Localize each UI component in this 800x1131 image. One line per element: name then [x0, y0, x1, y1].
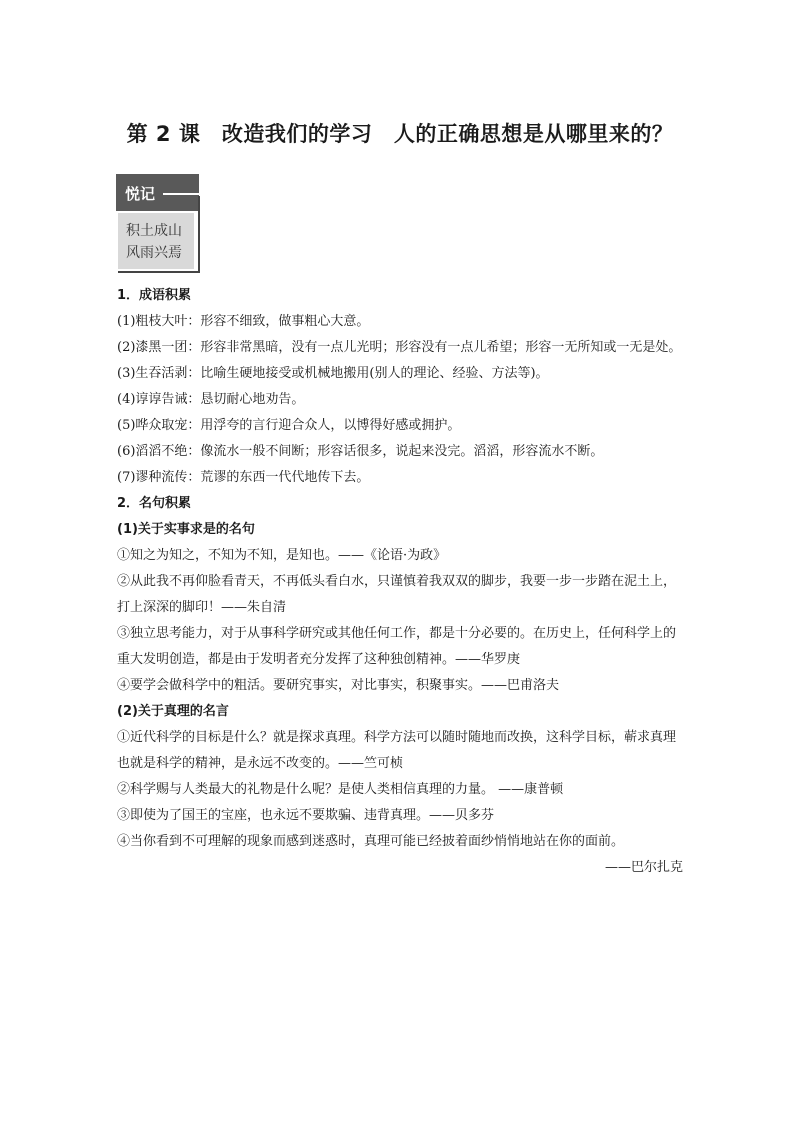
idiom-item: (4)谆谆告诫：恳切耐心地劝告。 — [117, 392, 305, 407]
badge-line-2: 风雨兴焉 — [126, 245, 182, 261]
quote-section-heading: 2．名句积累 — [117, 496, 192, 511]
idiom-section-heading: 1．成语积累 — [117, 288, 192, 303]
idiom-item: (5)哗众取宠：用浮夸的言行迎合众人，以博得好感或拥护。 — [117, 418, 461, 433]
badge-shadow-bottom — [118, 271, 200, 273]
badge-line-1: 积土成山 — [126, 223, 182, 239]
idiom-item: (2)漆黑一团：形容非常黑暗，没有一点儿光明；形容没有一点儿希望；形容一无所知或一无是处。 — [117, 340, 682, 355]
badge-heading: 悦记 — [125, 185, 156, 203]
quote-item: ④要学会做科学中的粗活。要研究事实，对比事实，积聚事实。——巴甫洛夫 — [117, 678, 560, 693]
badge-body — [116, 211, 196, 271]
quote-item: ①知之为知之，不知为不知，是知也。——《论语·为政》 — [117, 548, 447, 563]
quote-item: ③独立思考能力，对于从事科学研究或其他任何工作，都是十分必要的。在历史上，任何科学上的重大发明创造，都是由于发明者充分发挥了这种独创精神。——华罗庚 — [117, 626, 677, 667]
idiom-item: (3)生吞活剥：比喻生硬地接受或机械地搬用(别人的理论、经验、方法等)。 — [117, 366, 549, 381]
idiom-item: (1)粗枝大叶：形容不细致，做事粗心大意。 — [117, 314, 370, 329]
section-badge — [116, 174, 203, 274]
quote-attribution: ——巴尔扎克 — [604, 860, 683, 875]
quote-item: ③即使为了国王的宝座，也永远不要欺骗、违背真理。——贝多芬 — [117, 808, 495, 823]
idiom-item: (7)谬种流传：荒谬的东西一代代地传下去。 — [117, 470, 370, 485]
page-title: 第 2 课 改造我们的学习 人的正确思想是从哪里来的？ — [126, 122, 674, 146]
idiom-item: (6)滔滔不绝：像流水一般不间断；形容话很多，说起来没完。滔滔，形容流水不断。 — [117, 444, 604, 459]
badge-heading-box — [116, 174, 199, 211]
quote-item: ②从此我不再仰脸看青天，不再低头看白水，只谨慎着我双双的脚步，我要一步一步踏在泥土上，打上深深的脚印！——朱自清 — [117, 574, 677, 615]
quote-item: ④当你看到不可理解的现象而感到迷惑时，真理可能已经披着面纱悄悄地站在你的面前。 — [117, 834, 625, 849]
quote-subheading-truth: (2)关于真理的名言 — [117, 704, 229, 719]
document-body — [117, 283, 683, 881]
quote-item: ①近代科学的目标是什么？就是探求真理。科学方法可以随时随地而改换，这科学目标，蕲求真理也就是科学的精神，是永远不改变的。——竺可桢 — [117, 730, 677, 771]
quote-item: ②科学赐与人类最大的礼物是什么呢？是使人类相信真理的力量。 ——康普顿 — [117, 782, 564, 797]
quote-subheading-fact: (1)关于实事求是的名句 — [117, 522, 255, 537]
badge-shadow-right — [198, 196, 200, 273]
badge-divider — [163, 193, 200, 195]
